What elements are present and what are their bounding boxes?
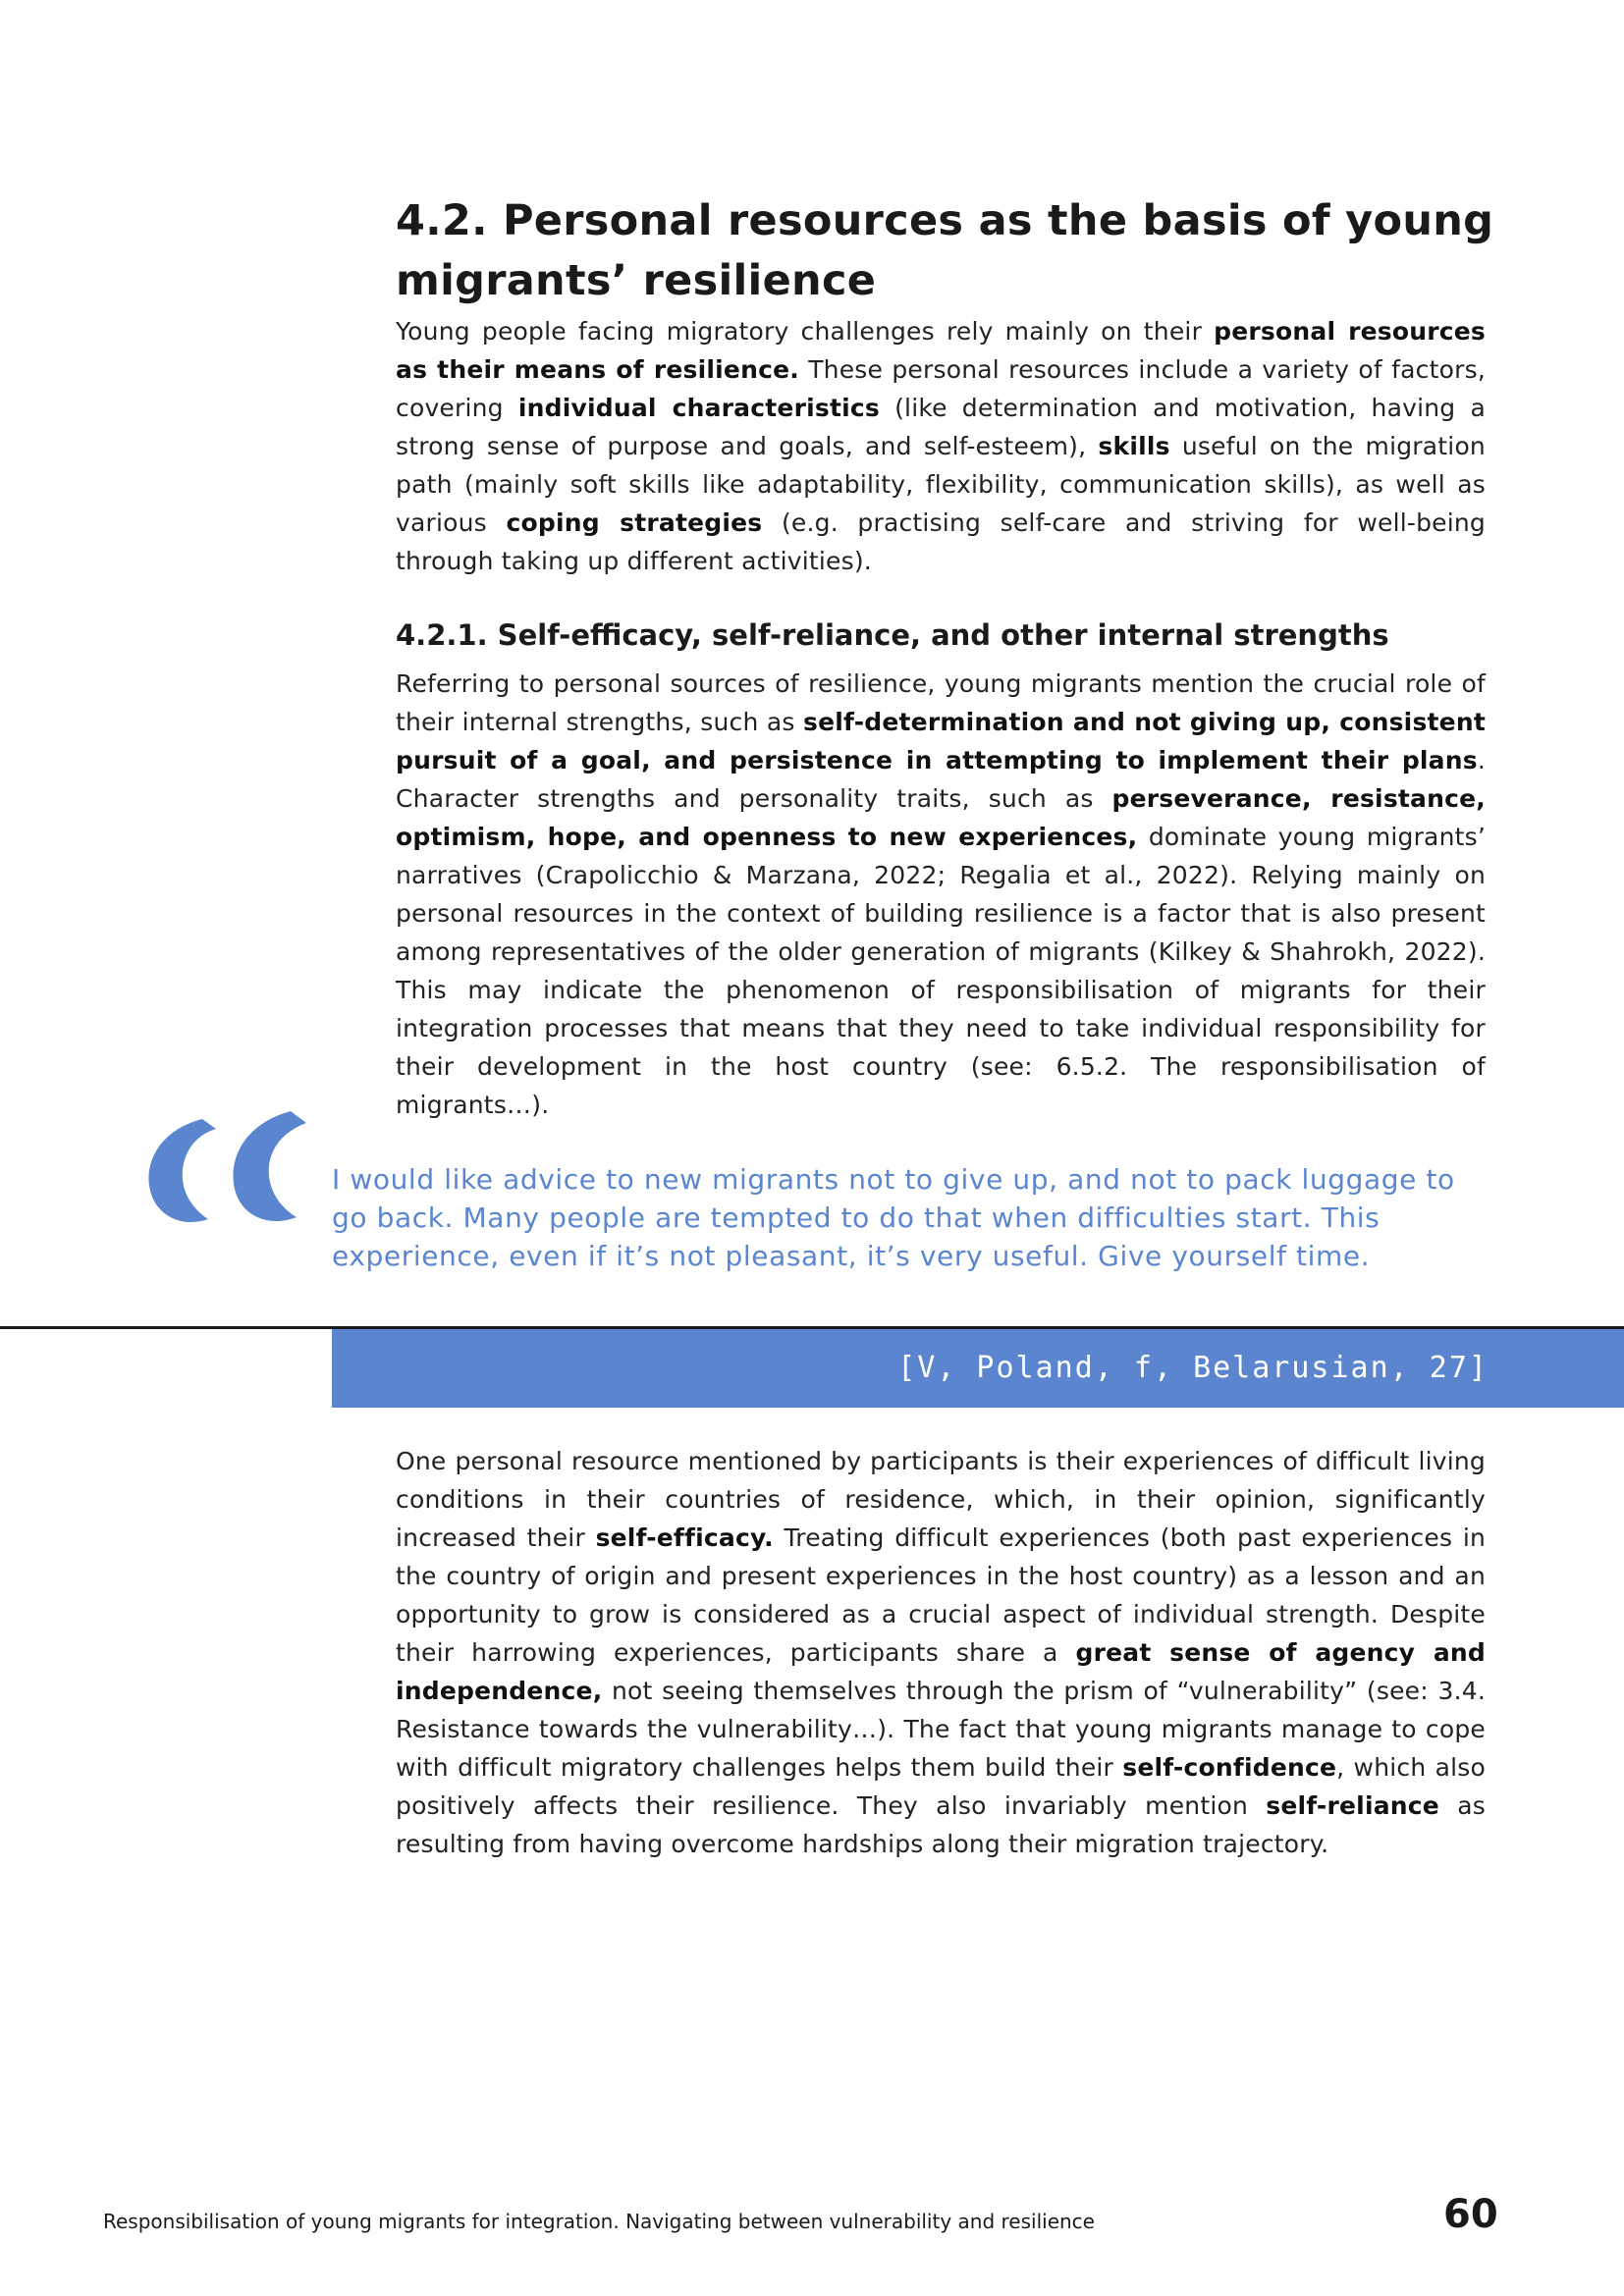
bold-phrase: self-confidence (1122, 1753, 1337, 1782)
bold-phrase: skills (1098, 432, 1170, 460)
quote-attribution: [V, Poland, f, Belarusian, 27] (897, 1351, 1489, 1385)
bold-phrase: perseverance, resistance, optimism, hope, and openness to new experiences, (396, 784, 1486, 851)
bold-phrase: personal resources as their means of resilience. (396, 317, 1486, 384)
bold-phrase: self-determination and not giving up, consistent pursuit of a goal, and persistence in attempting to implement their plans (396, 708, 1486, 774)
footer-title: Responsibilisation of young migrants for integration. Navigating between vulnerability and resilience (103, 2210, 1095, 2233)
bold-phrase: great sense of agency and independence, (396, 1638, 1486, 1705)
intro-paragraph: Young people facing migratory challenges rely mainly on their personal resources as their means of resilience. These personal resources include a variety of factors, covering individual characteristics (like determination and motivation, having a strong sense of purpose and goals, and self-esteem), skills useful on the migration path (mainly soft skills like adaptability, flexibility, communication skills), as well as various coping strategies (e.g. practising self-care and striving for well-being through taking up different activities). (396, 317, 1486, 575)
bold-phrase: self-efficacy. (595, 1523, 774, 1552)
self-efficacy-paragraph: One personal resource mentioned by participants is their experiences of difficult living conditions in their countries of residence, which, in their opinion, significantly increased their self-efficacy. Treating difficult experiences (both past experiences in the country of origin and present experiences in the host country) as a lesson and an opportunity to grow is considered as a crucial aspect of individual strength. Despite their harrowing experiences, participants share a great sense of agency and independence, not seeing themselves through the prism of “vulnerability” (see: 3.4. Resistance towards the vulnerability…). The fact that young migrants manage to cope with difficult migratory challenges helps them build their self-confidence, which also positively affects their resilience. They also invariably mention self-reliance as resulting from having overcome hardships along their migration trajectory. (396, 1447, 1487, 1858)
quotation-mark-icon (145, 1099, 312, 1237)
bold-phrase: individual characteristics (517, 394, 880, 422)
bold-phrase: coping strategies (506, 508, 763, 537)
bold-phrase: self-reliance (1266, 1791, 1439, 1820)
section-title: 4.2. Personal resources as the basis of young migrants’ resilience (396, 196, 1494, 305)
internal-strengths-paragraph: Referring to personal sources of resilience, young migrants mention the crucial role of their internal strengths, such as self-determination and not giving up, consistent pursuit of a goal, and persistence in attempting to implement their plans. Character strengths and personality traits, such as perseverance, resistance, optimism, hope, and openness to new experiences, dominate young migrants’ narratives (Crapolicchio & Marzana, 2022; Regalia et al., 2022). Relying mainly on personal resources in the context of building resilience is a factor that is also present among representatives of the older generation of migrants (Kilkey & Shahrokh, 2022). This may indicate the phenomenon of responsibilisation of migrants for their integration processes that means that they need to take individual responsibility for their development in the host country (see: 6.5.2. The responsibilisation of migrants…). (396, 669, 1486, 1119)
quote-text: I would like advice to new migrants not to give up, and not to pack luggage to go back. Many people are tempted to do that when difficulties start. This experience, even if it’s not pleasant, it’s very useful. Give yourself time. (332, 1163, 1455, 1272)
page-number: 60 (1443, 2192, 1498, 2237)
attribution-band (332, 1329, 1624, 1408)
subsection-title: 4.2.1. Self-efficacy, self-reliance, and other internal strengths (396, 618, 1389, 652)
